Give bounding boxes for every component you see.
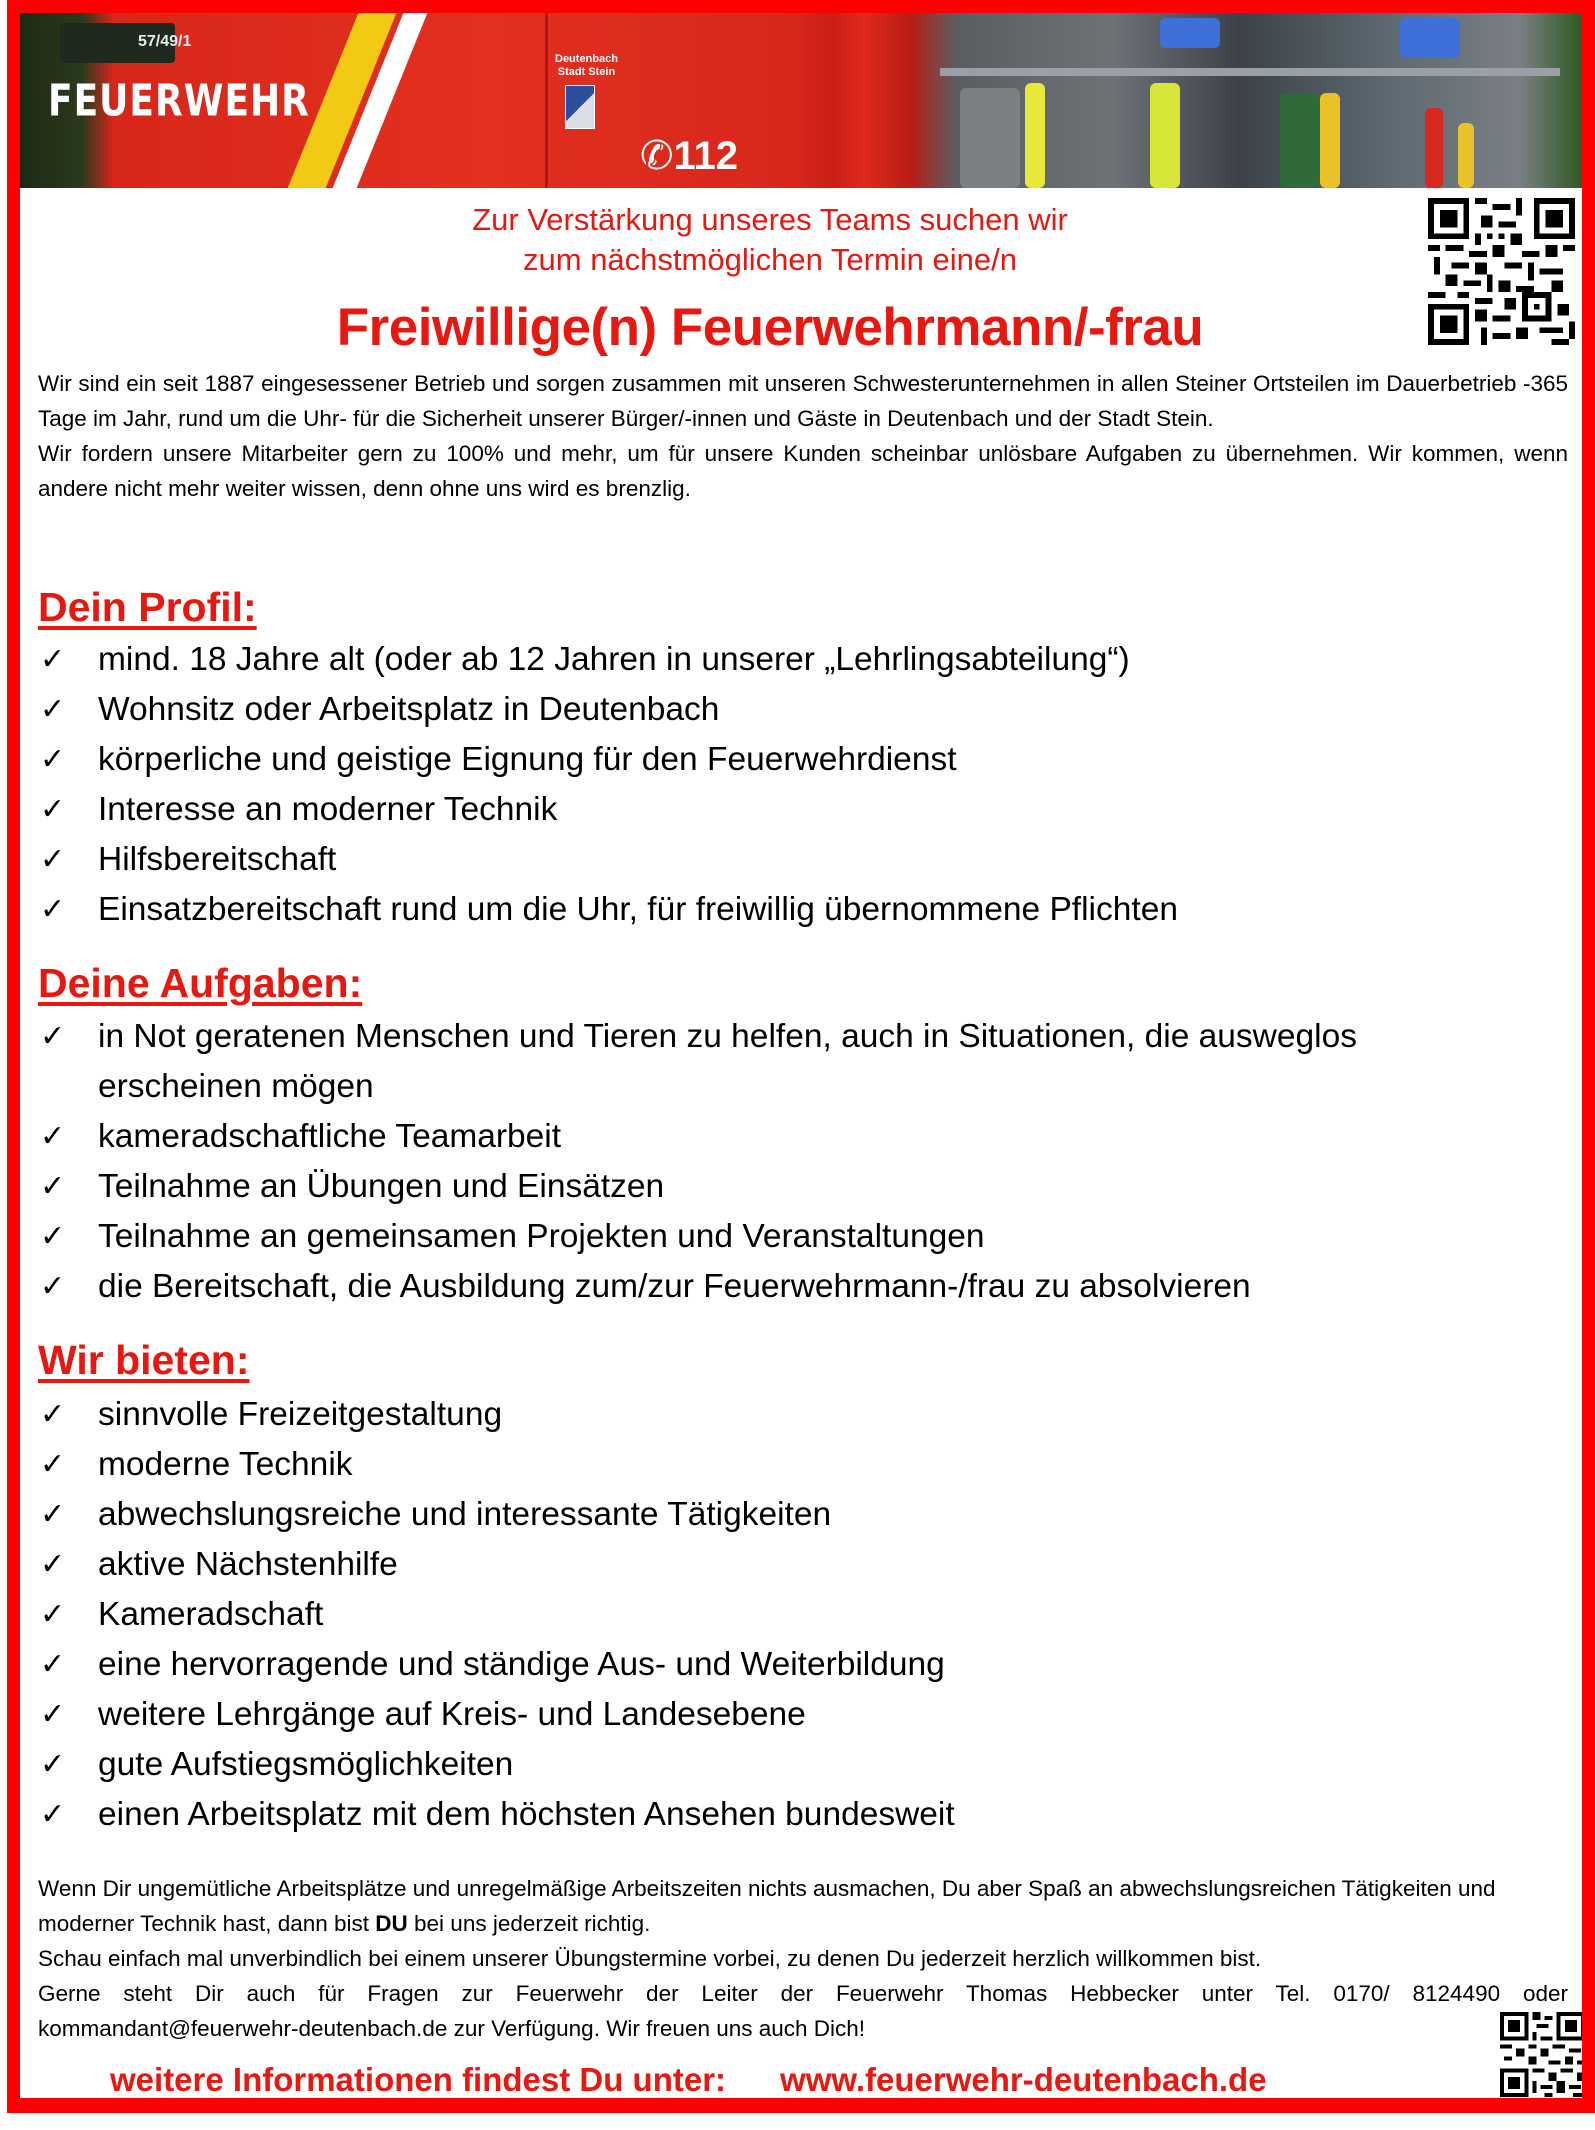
profil-list (38, 635, 1578, 935)
intro-paragraph-2: Wir fordern unsere Mitarbeiter gern zu 100% und mehr, um für unsere Kunden scheinbar unlösbare Aufgaben zu übernehmen. Wir kommen, wenn andere nicht mehr weiter wissen, denn ohne uns wird es brenzlig. (38, 441, 1568, 501)
list-item (38, 1740, 1578, 1790)
checkmark-icon: ✓ (40, 1219, 66, 1254)
list-item-text: Interesse an moderner Technik (98, 791, 558, 828)
list-item (38, 1212, 1518, 1262)
list-item (38, 735, 1578, 785)
du-emphasis: DU (375, 1911, 408, 1936)
closing-text (38, 1871, 1568, 2046)
subtitle-line-2: zum nächstmöglichen Termin eine/n (523, 242, 1017, 277)
closing-paragraph-3: Gerne steht Dir auch für Fragen zur Feuerwehr der Leiter der Feuerwehr Thomas Hebbecker unter Tel. 0170/ 8124490 oder (38, 1981, 1568, 2006)
list-item (38, 685, 1578, 735)
poster-content (20, 13, 1582, 2098)
checkmark-icon: ✓ (40, 692, 66, 727)
coat-of-arms-icon (565, 85, 595, 129)
list-item-text: Wohnsitz oder Arbeitsplatz in Deutenbach (98, 691, 720, 728)
list-item-text: Hilfsbereitschaft (98, 841, 337, 878)
list-item (38, 785, 1578, 835)
checkmark-icon: ✓ (40, 742, 66, 777)
emergency-number-text: 112 (673, 134, 739, 178)
checkmark-icon: ✓ (40, 792, 66, 827)
fire-engine-photo (20, 13, 1582, 188)
list-item (38, 1590, 1578, 1640)
closing-paragraph-2: Schau einfach mal unverbindlich bei einem unserer Übungstermine vorbei, zu denen Du jederzeit herzlich willkommen bist. (38, 1946, 1262, 1971)
list-item-text: Teilnahme an gemeinsamen Projekten und Veranstaltungen (98, 1218, 985, 1255)
list-item-text: die Bereitschaft, die Ausbildung zum/zur Feuerwehrmann-/frau zu absolvieren (98, 1268, 1251, 1305)
list-item-text: weitere Lehrgänge auf Kreis- und Landesebene (98, 1696, 806, 1733)
closing-paragraph-4: kommandant@feuerwehr-deutenbach.de zur Verfügung. Wir freuen uns auch Dich! (38, 2016, 866, 2041)
qr-code-icon[interactable] (1428, 198, 1575, 345)
website-link[interactable]: www.feuerwehr-deutenbach.de (780, 2061, 1267, 2098)
checkmark-icon: ✓ (40, 1797, 66, 1832)
list-item-text: mind. 18 Jahre alt (oder ab 12 Jahren in unserer „Lehrlingsabteilung“) (98, 641, 1130, 678)
equipment-tank (1320, 93, 1340, 188)
checkmark-icon: ✓ (40, 1747, 66, 1782)
poster-frame (7, 0, 1595, 2113)
section-heading-aufgaben: Deine Aufgaben: (38, 960, 363, 1006)
list-item (38, 1490, 1578, 1540)
subtitle-line-1: Zur Verstärkung unseres Teams suchen wir (472, 202, 1068, 237)
equipment-box-2 (1400, 18, 1460, 58)
list-item-text: moderne Technik (98, 1446, 353, 1483)
list-item (38, 1440, 1578, 1490)
aufgaben-list (38, 1012, 1518, 1312)
checkmark-icon: ✓ (40, 1547, 66, 1582)
town-line-1: Deutenbach (555, 53, 618, 65)
call-sign-label: 57/49/1 (138, 33, 192, 50)
checkmark-icon: ✓ (40, 1647, 66, 1682)
list-item (38, 1540, 1578, 1590)
closing-text-part: bei uns jederzeit richtig. (407, 1911, 651, 1936)
list-item (38, 1690, 1578, 1740)
equipment-jacket (1150, 83, 1180, 188)
list-item (38, 635, 1578, 685)
checkmark-icon: ✓ (40, 1269, 66, 1304)
checkmark-icon: ✓ (40, 1697, 66, 1732)
list-item-text: sinnvolle Freizeitgestaltung (98, 1396, 503, 1433)
list-item (38, 1012, 1518, 1112)
section-heading-bieten: Wir bieten: (38, 1337, 250, 1383)
list-item (38, 1162, 1518, 1212)
list-item-text: kameradschaftliche Teamarbeit (98, 1118, 562, 1155)
list-item-text: in Not geratenen Menschen und Tieren zu helfen, auch in Situationen, die ausweglos erscheinen mögen (98, 1018, 1357, 1105)
list-item-text: gute Aufstiegsmöglichkeiten (98, 1746, 514, 1783)
closing-paragraph-1 (38, 1871, 1568, 1941)
town-label (555, 53, 618, 79)
list-item-text: eine hervorragende und ständige Aus- und Weiterbildung (98, 1646, 945, 1683)
checkmark-icon: ✓ (40, 1397, 66, 1432)
door-gap (545, 13, 548, 188)
section-heading-profil: Dein Profil: (38, 584, 257, 630)
bieten-list (38, 1390, 1578, 1840)
list-item-text: Kameradschaft (98, 1596, 324, 1633)
emergency-number: ✆112 (640, 134, 739, 178)
equipment-case (960, 88, 1020, 188)
equipment-box (1160, 18, 1220, 48)
list-item (38, 1390, 1578, 1440)
checkmark-icon: ✓ (40, 1447, 66, 1482)
list-item-text: Einsatzbereitschaft rund um die Uhr, für freiwillig übernommene Pflichten (98, 891, 1178, 928)
subtitle (20, 200, 1520, 280)
list-item-text: aktive Nächstenhilfe (98, 1546, 398, 1583)
list-item-text: Teilnahme an Übungen und Einsätzen (98, 1168, 665, 1205)
checkmark-icon: ✓ (40, 1169, 66, 1204)
more-info-label: weitere Informationen findest Du unter: (110, 2061, 727, 2098)
equipment-hose (1025, 83, 1045, 188)
list-item (38, 1112, 1518, 1162)
more-info-line (110, 2058, 1267, 2098)
list-item (38, 835, 1578, 885)
fire-extinguisher-icon (1425, 108, 1443, 188)
page-title: Freiwillige(n) Feuerwehrmann/-frau (336, 298, 1204, 357)
list-item-text: körperliche und geistige Eignung für den Feuerwehrdienst (98, 741, 957, 778)
checkmark-icon: ✓ (40, 892, 66, 927)
checkmark-icon: ✓ (40, 1497, 66, 1532)
list-item (38, 1640, 1578, 1690)
qr-code-small-icon[interactable] (1500, 2012, 1582, 2097)
feuerwehr-lettering: FEUERWEHR (48, 76, 310, 127)
list-item (38, 1262, 1518, 1312)
checkmark-icon: ✓ (40, 842, 66, 877)
closing-text-part: Wenn Dir ungemütliche Arbeitsplätze und unregelmäßige Arbeitszeiten nichts ausmachen, Du aber Spaß an abwechslungsreichen Tätigkeiten und moderner Technik hast, dann bist (38, 1876, 1496, 1936)
equipment-breathing (1280, 93, 1320, 188)
town-line-2: Stadt Stein (557, 66, 616, 78)
checkmark-icon: ✓ (40, 1019, 66, 1054)
list-item (38, 885, 1578, 935)
list-item (38, 1790, 1578, 1840)
checkmark-icon: ✓ (40, 1119, 66, 1154)
compartment-shelf (940, 68, 1560, 76)
checkmark-icon: ✓ (40, 642, 66, 677)
fire-extinguisher-2-icon (1458, 123, 1474, 188)
intro-text (38, 366, 1568, 506)
checkmark-icon: ✓ (40, 1597, 66, 1632)
list-item-text: abwechslungsreiche und interessante Tätigkeiten (98, 1496, 832, 1533)
list-item-text: einen Arbeitsplatz mit dem höchsten Ansehen bundesweit (98, 1796, 955, 1833)
intro-paragraph-1: Wir sind ein seit 1887 eingesessener Betrieb und sorgen zusammen mit unseren Schwesterunternehmen in allen Steiner Ortsteilen im Dauerbetrieb -365 Tage im Jahr, rund um die Uhr- für die Sicherheit unserer Bürger/-innen und Gäste in Deutenbach und der Stadt Stein. (38, 371, 1568, 431)
